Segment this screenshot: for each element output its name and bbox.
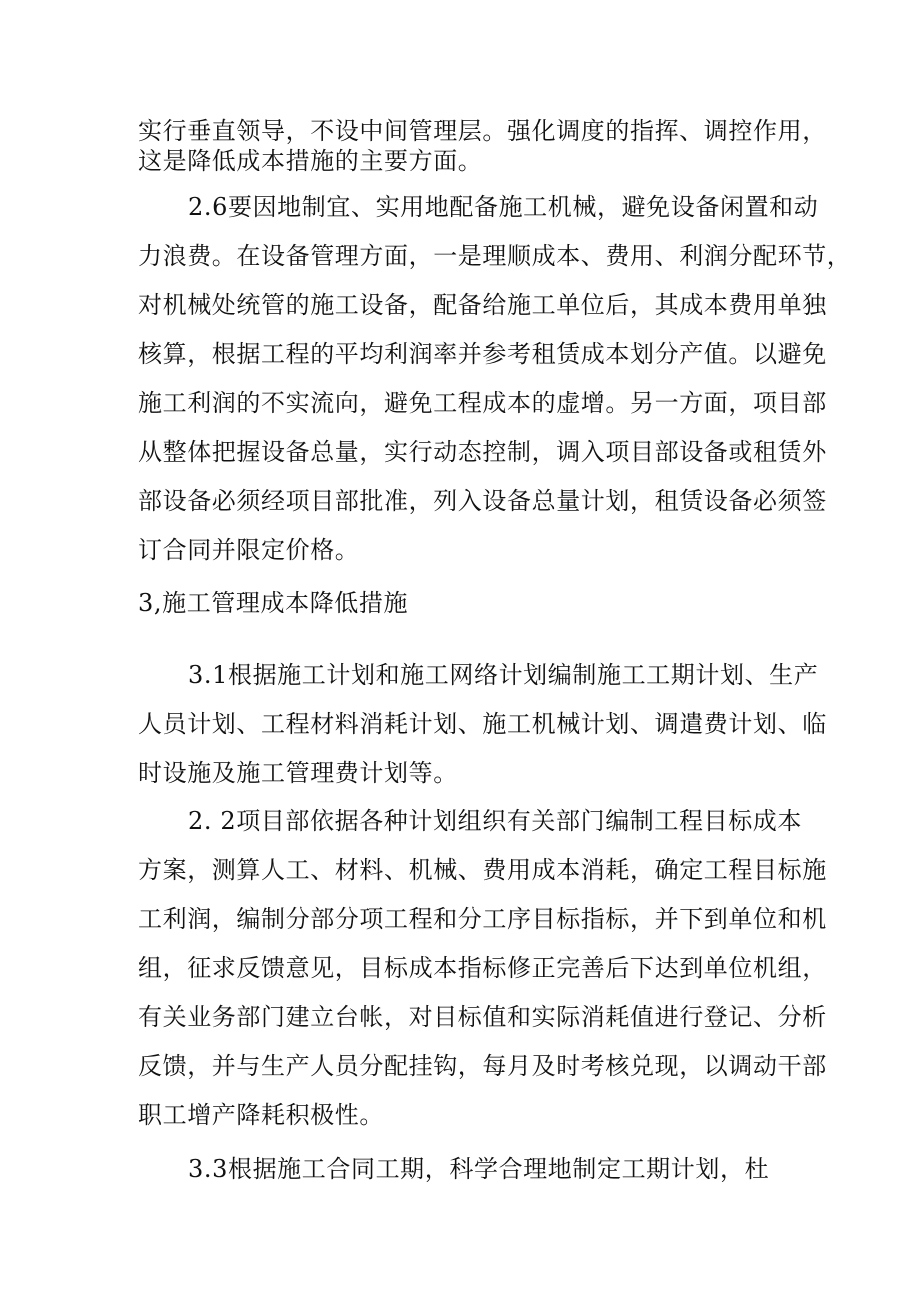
paragraph-3-3-start: 3.3根据施工合同工期，科学合理地制定工期计划，杜 bbox=[188, 1155, 770, 1183]
text-line: 从整体把握设备总量，实行动态控制，调入项目部设备或租赁外 bbox=[138, 438, 827, 466]
text-line: 方案，测算人工、材料、机械、费用成本消耗，确定工程目标施 bbox=[138, 856, 827, 884]
text-line: 这是降低成本措施的主要方面。 bbox=[138, 147, 483, 175]
text-line: 对机械处统管的施工设备，配备给施工单位后，其成本费用单独 bbox=[138, 291, 827, 319]
text-line: 实行垂直领导，不设中间管理层。强化调度的指挥、调控作用， bbox=[138, 117, 827, 145]
text-line: 部设备必须经项目部批准，列入设备总量计划，租赁设备必须签 bbox=[138, 487, 827, 515]
text-line: 力浪费。在设备管理方面，一是理顺成本、费用、利润分配环节， bbox=[138, 242, 852, 270]
text-line: 反馈，并与生产人员分配挂钩，每月及时考核兑现，以调动干部 bbox=[138, 1052, 827, 1080]
text-line: 人员计划、工程材料消耗计划、施工机械计划、调遣费计划、临 bbox=[138, 710, 827, 738]
text-line: 有关业务部门建立台帐，对目标值和实际消耗值进行登记、分析 bbox=[138, 1003, 827, 1031]
paragraph-2-6-start: 2.6要因地制宜、实用地配备施工机械，避免设备闲置和动 bbox=[188, 193, 819, 221]
text-line: 职工增产降耗积极性。 bbox=[138, 1101, 384, 1129]
text-line: 核算，根据工程的平均利润率并参考租赁成本划分产值。以避免 bbox=[138, 340, 827, 368]
text-line: 施工利润的不实流向，避免工程成本的虚增。另一方面，项目部 bbox=[138, 389, 827, 417]
section-heading: 3,施工管理成本降低措施 bbox=[138, 589, 409, 617]
text-line: 组，征求反馈意见，目标成本指标修正完善后下达到单位机组， bbox=[138, 954, 827, 982]
text-line: 工利润，编制分部分项工程和分工序目标指标，并下到单位和机 bbox=[138, 905, 827, 933]
paragraph-3-2-start: 2. 2项目部依据各种计划组织有关部门编制工程目标成本 bbox=[188, 807, 802, 835]
text-line: 时设施及施工管理费计划等。 bbox=[138, 759, 458, 787]
paragraph-3-1-start: 3.1根据施工计划和施工网络计划编制施工工期计划、生产 bbox=[188, 661, 819, 689]
text-line: 订合同并限定价格。 bbox=[138, 536, 360, 564]
